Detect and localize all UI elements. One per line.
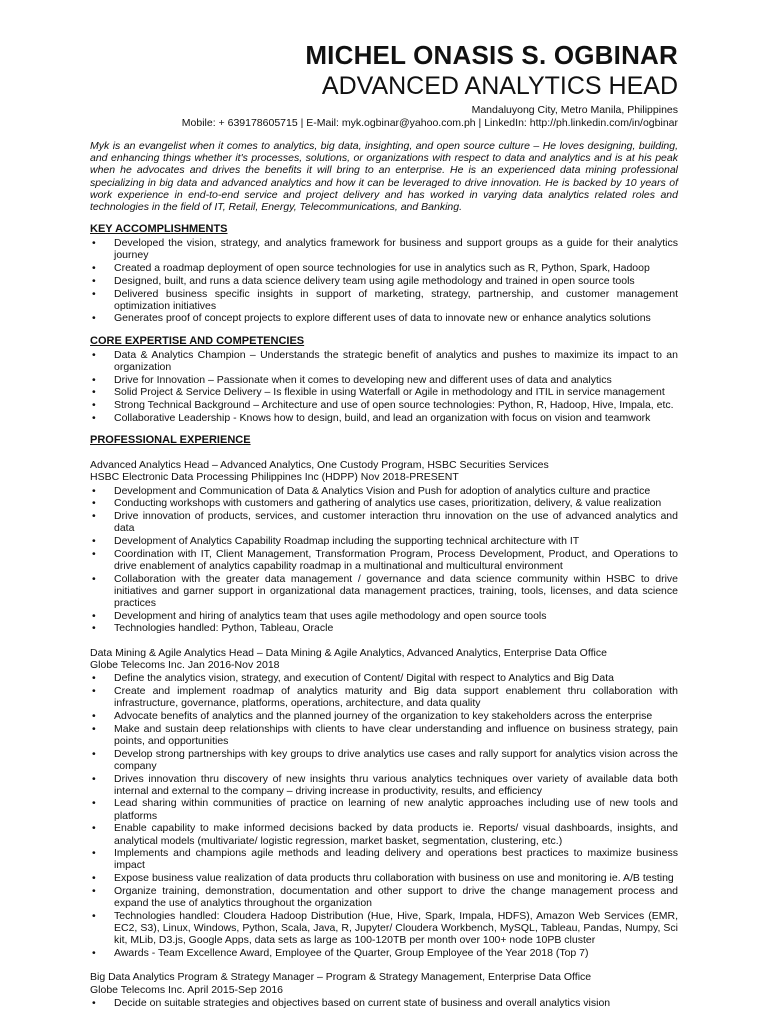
list-item-text: Data & Analytics Champion – Understands the strategic benefit of analytics and pushes to maximize its impact to an organization [114, 348, 678, 373]
job-company: Globe Telecoms Inc. Jan 2016-Nov 2018 [90, 659, 280, 672]
bullet-icon: • [92, 847, 96, 860]
job-duties-list [90, 672, 678, 959]
list-item [90, 797, 678, 821]
list-item-text: Designed, built, and runs a data science delivery team using agile methodology and trained in open source tools [114, 274, 635, 287]
candidate-title: ADVANCED ANALYTICS HEAD [321, 72, 678, 100]
list-item-text: Generates proof of concept projects to explore different uses of data to innovate new or enhance analytics solutions [114, 312, 651, 325]
profile-summary: Myk is an evangelist when it comes to analytics, big data, insighting, and open source culture – He loves designing, building, and enhancing things whether it's processes, solutions, or organizations with respect to data and analytics and is at his peak when he advocates and drives the benefits it will bring to an enterprise. He is an experienced data mining professional specializing in big data and advanced analytics and how it can be leveraged to drive innovation. He is backed by 10 years of work experience in end-to-end service and project delivery and has worked in varying data analytics related roles and technologies in the field of IT, Retail, Energy, Telecommunications, and Banking. [90, 140, 678, 214]
list-item [90, 237, 678, 261]
list-item-text: Lead sharing within communities of practice on learning of new analytic approaches including use of new tools and platforms [114, 797, 678, 822]
bullet-icon: • [92, 484, 96, 497]
list-item [90, 535, 678, 547]
list-item [90, 885, 678, 909]
list-item [90, 349, 678, 373]
list-item-text: Solid Project & Service Delivery – Is flexible in using Waterfall or Agile in methodology and ITIL in service management [114, 386, 665, 399]
list-item-text: Conducting workshops with customers and gathering of analytics use cases, prioritization, delivery, & value realization [114, 497, 662, 510]
bullet-icon: • [92, 822, 96, 835]
list-item [90, 510, 678, 534]
bullet-icon: • [92, 609, 96, 622]
list-item-text: Created a roadmap deployment of open source technologies for use in analytics such as R, Python, Spark, Hadoop [114, 262, 650, 275]
section-title-accomplishments: KEY ACCOMPLISHMENTS [90, 223, 228, 236]
bullet-icon: • [92, 884, 96, 897]
bullet-icon: • [92, 572, 96, 585]
bullet-icon: • [92, 622, 96, 635]
list-item-text: Development and hiring of analytics team that uses agile methodology and open source tools [114, 609, 547, 622]
list-item-text: Create and implement roadmap of analytics maturity and Big data support enablement thru collaboration with infrastructure, governance, platforms, operations, architecture, and data quality [114, 685, 678, 710]
bullet-icon: • [92, 262, 96, 275]
list-item [90, 872, 678, 884]
bullet-icon: • [92, 722, 96, 735]
list-item [90, 262, 678, 274]
job-entry-globe-head [90, 647, 678, 959]
list-item-text: Drive for Innovation – Passionate when it comes to developing new and different uses of data and analytics [114, 373, 612, 386]
list-item [90, 312, 678, 324]
list-item-text: Development and Communication of Data & Analytics Vision and Push for adoption of analytics culture and practice [114, 484, 651, 497]
list-item [90, 910, 678, 947]
list-item-text: Define the analytics vision, strategy, and execution of Content/ Digital with respect to Analytics and Big Data [114, 672, 614, 685]
section-title-experience: PROFESSIONAL EXPERIENCE [90, 433, 251, 446]
job-duties-list [90, 485, 678, 635]
list-item-text: Drives innovation thru discovery of new insights thru various analytics techniques over variety of available data both internal and external to the company – driving increase in productivity, results, and efficiency [114, 772, 678, 797]
expertise-list [90, 349, 678, 424]
bullet-icon: • [92, 747, 96, 760]
job-role: Big Data Analytics Program & Strategy Manager – Program & Strategy Management, Enterprise Data Office [90, 971, 592, 984]
list-item [90, 997, 678, 1009]
list-item-text: Technologies handled: Cloudera Hadoop Distribution (Hue, Hive, Spark, Impala, HDFS), Amazon Web Services (EMR, EC2, S3), Linux, Windows, Python, Scala, Java, R, Jupyter/ Cloudera Workbench, MySQL, Tableau, Pandas, Numpy, Sci kit, MLib, D3.js, Google Apps, data sets as large as 100-120TB per month over 100+ node 10PB cluster [114, 909, 678, 947]
bullet-icon: • [92, 348, 96, 361]
list-item [90, 723, 678, 747]
list-item-text: Decide on suitable strategies and objectives based on current state of business and overall analytics vision [114, 996, 611, 1009]
list-item [90, 288, 678, 312]
list-item-text: Awards - Team Excellence Award, Employee of the Quarter, Group Employee of the Year 2018 (Top 7) [114, 946, 589, 959]
job-role: Advanced Analytics Head – Advanced Analytics, One Custody Program, HSBC Securities Services [90, 458, 549, 471]
job-company: Globe Telecoms Inc. April 2015-Sep 2016 [90, 983, 284, 996]
list-item [90, 497, 678, 509]
bullet-icon: • [92, 287, 96, 300]
list-item-text: Collaborative Leadership - Knows how to design, build, and lead an organization with focus on vision and teamwork [114, 411, 651, 424]
bullet-icon: • [92, 373, 96, 386]
list-item [90, 847, 678, 871]
bullet-icon: • [92, 909, 96, 922]
bullet-icon: • [92, 797, 96, 810]
list-item [90, 399, 678, 411]
bullet-icon: • [92, 398, 96, 411]
bullet-icon: • [92, 534, 96, 547]
bullet-icon: • [92, 547, 96, 560]
candidate-name: MICHEL ONASIS S. OGBINAR [305, 40, 678, 70]
bullet-icon: • [92, 685, 96, 698]
list-item-text: Collaboration with the greater data management / governance and data science community within HSBC to drive initiatives and garner support in organizational data management practices, training, tools, licenses, and data science practices [114, 572, 678, 609]
list-item-text: Coordination with IT, Client Management, Transformation Program, Process Development, Product, and Operations to drive enablement of analytics capability roadmap in a multinational and multicultural environment [114, 547, 678, 572]
bullet-icon: • [92, 411, 96, 424]
list-item [90, 685, 678, 709]
list-item [90, 773, 678, 797]
list-item-text: Enable capability to make informed decisions backed by data products ie. Reports/ visual dashboards, insights, and analytical models (multivariate/ logistic regression, market basket, segmentation, clustering, etc.) [114, 822, 678, 847]
list-item [90, 275, 678, 287]
list-item [90, 748, 678, 772]
section-title-expertise: CORE EXPERTISE AND COMPETENCIES [90, 334, 305, 347]
job-company: HSBC Electronic Data Processing Philippines Inc (HDPP) Nov 2018-PRESENT [90, 471, 459, 484]
list-item [90, 822, 678, 846]
resume-header [90, 40, 678, 130]
job-duties-list [90, 997, 678, 1009]
bullet-icon: • [92, 672, 96, 685]
bullet-icon: • [92, 710, 96, 723]
list-item-text: Make and sustain deep relationships with clients to have clear understanding and influence on business strategy, pain points, and opportunities [114, 722, 678, 747]
list-item [90, 573, 678, 610]
bullet-icon: • [92, 946, 96, 959]
bullet-icon: • [92, 237, 96, 250]
list-item [90, 485, 678, 497]
list-item-text: Organize training, demonstration, documentation and other support to drive the change management process and expand the use of analytics throughout the organization [114, 884, 678, 910]
list-item-text: Drive innovation of products, services, and customer interaction thru innovation on the use of advanced analytics and data [114, 510, 678, 535]
list-item [90, 672, 678, 684]
job-role: Data Mining & Agile Analytics Head – Data Mining & Agile Analytics, Advanced Analytics, Enterprise Data Office [90, 646, 607, 659]
bullet-icon: • [92, 510, 96, 523]
list-item-text: Implements and champions agile methods and leading delivery and operations best practices to maximize business impact [114, 847, 678, 872]
resume-page [90, 40, 678, 1010]
list-item [90, 548, 678, 572]
list-item-text: Develop strong partnerships with key groups to drive analytics use cases and rally support for analytics vision across the company [114, 747, 678, 772]
list-item-text: Developed the vision, strategy, and analytics framework for business and support groups as a guide for their analytics journey [114, 237, 678, 262]
list-item-text: Expose business value realization of data products thru collaboration with business on use and monitoring ie. A/B testing [114, 872, 674, 885]
bullet-icon: • [92, 312, 96, 325]
list-item [90, 412, 678, 424]
list-item [90, 610, 678, 622]
list-item-text: Strong Technical Background – Architecture and use of open source technologies: Python, R, Hadoop, Hive, Impala, etc. [114, 398, 674, 411]
list-item [90, 710, 678, 722]
candidate-contact: Mobile: + 639178605715 | E-Mail: myk.ogbinar@yahoo.com.ph | LinkedIn: http://ph.linkedin.com/in/ogbinar [181, 117, 678, 129]
bullet-icon: • [92, 274, 96, 287]
bullet-icon: • [92, 872, 96, 885]
accomplishments-list [90, 237, 678, 324]
list-item [90, 947, 678, 959]
bullet-icon: • [92, 772, 96, 785]
bullet-icon: • [92, 996, 96, 1009]
list-item [90, 386, 678, 398]
list-item-text: Delivered business specific insights in support of marketing, strategy, partnership, and customer management optimization initiatives [114, 287, 678, 312]
list-item-text: Advocate benefits of analytics and the planned journey of the organization to key stakeholders across the enterprise [114, 710, 653, 723]
list-item-text: Development of Analytics Capability Roadmap including the supporting technical architecture with IT [114, 534, 580, 547]
list-item-text: Technologies handled: Python, Tableau, Oracle [114, 622, 334, 635]
bullet-icon: • [92, 497, 96, 510]
job-entry-globe-manager [90, 971, 678, 1009]
job-entry-hsbc [90, 459, 678, 635]
list-item [90, 622, 678, 634]
candidate-location: Mandaluyong City, Metro Manila, Philippines [471, 104, 678, 116]
list-item [90, 374, 678, 386]
bullet-icon: • [92, 386, 96, 399]
